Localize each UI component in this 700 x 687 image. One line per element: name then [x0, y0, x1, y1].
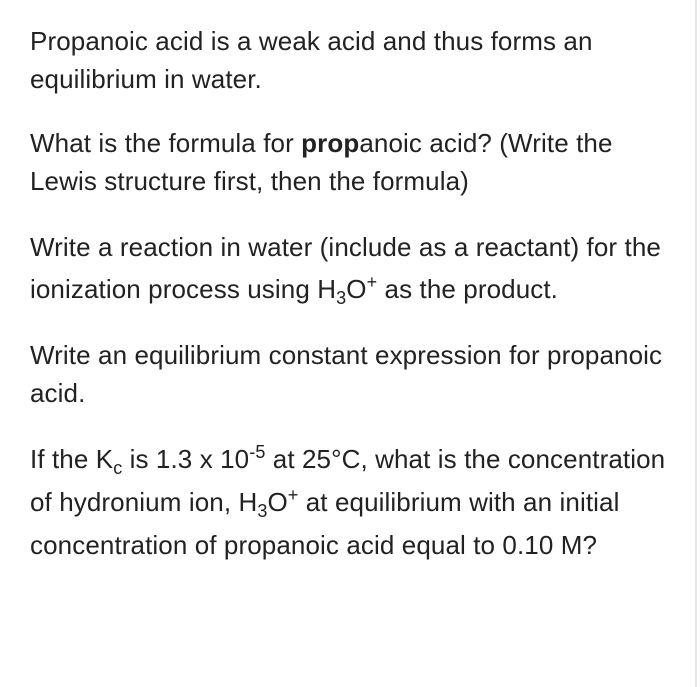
equilibrium-constant-question: Write an equilibrium constant expression for propanoic acid.: [30, 340, 663, 408]
formula-question-text-a: What is the formula for: [30, 128, 302, 158]
hydronium-text-end: at equilibrium with an initial concentration of propanoic acid equal to 0.10 M?: [30, 487, 620, 560]
formula-question: [30, 124, 670, 200]
kc-text-a: If the K: [30, 444, 114, 474]
intro-paragraph: Propanoic acid is a weak acid and thus forms an equilibrium in water.: [30, 26, 593, 94]
hydronium-text: at 25°C, what is the concentration of hydronium ion, H: [30, 444, 666, 517]
reaction-question-text-a: Write a reaction in water (include as a reactant) for the ionization process using H: [30, 232, 661, 304]
kc-value-text: is 1.3 x 10: [122, 444, 250, 474]
reaction-question: [30, 226, 670, 310]
formula-question-text-b: anoic acid? (Write the Lewis structure first, then the formula): [30, 128, 613, 196]
hydronium-subscript-3: 3: [257, 501, 268, 521]
reaction-question-text-b: as the product.: [377, 274, 559, 304]
oxygen-symbol: O: [346, 274, 367, 304]
subscript-3: 3: [336, 288, 347, 308]
hydronium-superscript-plus: +: [287, 485, 299, 505]
hydronium-concentration-question: [30, 438, 670, 567]
question-text: [30, 22, 670, 593]
page-edge-divider: [695, 0, 697, 687]
kc-exponent: -5: [249, 442, 266, 462]
kc-subscript: c: [113, 458, 123, 478]
hydronium-oxygen: O: [267, 487, 288, 517]
superscript-plus: +: [366, 272, 378, 292]
formula-question-bold: prop: [301, 128, 360, 158]
